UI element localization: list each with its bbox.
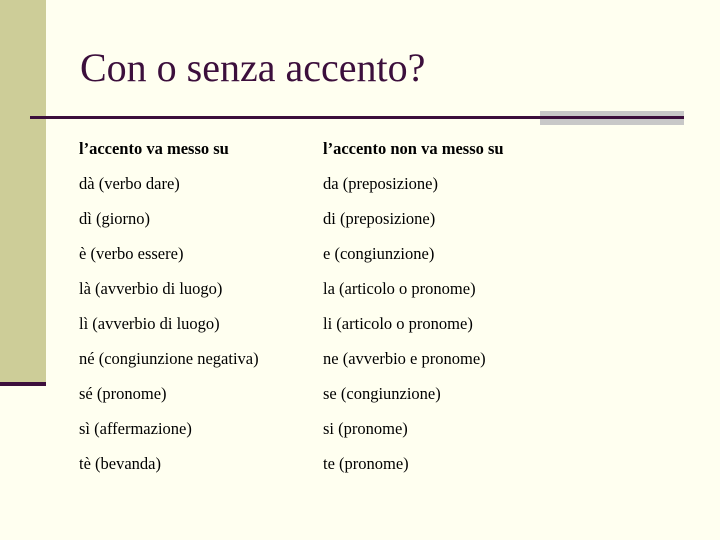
table-row bbox=[79, 411, 679, 446]
cell-with-accent: sì (affermazione) bbox=[79, 418, 192, 438]
cell-with-accent: lì (avverbio di luogo) bbox=[79, 313, 220, 333]
cell-with-accent: dà (verbo dare) bbox=[79, 173, 180, 193]
cell-without-accent: li (articolo o pronome) bbox=[323, 313, 473, 333]
slide-title: Con o senza accento? bbox=[80, 45, 426, 90]
cell-without-accent: la (articolo o pronome) bbox=[323, 278, 476, 298]
cell-without-accent: e (congiunzione) bbox=[323, 243, 435, 263]
table-row bbox=[79, 446, 679, 481]
sidebar-accent-line bbox=[0, 382, 46, 386]
cell-with-accent: sé (pronome) bbox=[79, 383, 167, 403]
sidebar-decoration bbox=[0, 0, 46, 384]
table-header-row bbox=[79, 131, 679, 166]
cell-with-accent: là (avverbio di luogo) bbox=[79, 278, 223, 298]
cell-with-accent: né (congiunzione negativa) bbox=[79, 348, 259, 368]
cell-with-accent: è (verbo essere) bbox=[79, 243, 184, 263]
cell-with-accent: tè (bevanda) bbox=[79, 453, 161, 473]
table-row bbox=[79, 201, 679, 236]
title-rule bbox=[30, 116, 540, 119]
header-without-accent: l’accento non va messo su bbox=[323, 138, 504, 158]
title-rule-end bbox=[540, 116, 684, 119]
table-row bbox=[79, 376, 679, 411]
header-with-accent: l’accento va messo su bbox=[79, 138, 229, 158]
cell-with-accent: dì (giorno) bbox=[79, 208, 151, 228]
table-row bbox=[79, 271, 679, 306]
table-row bbox=[79, 341, 679, 376]
cell-without-accent: se (congiunzione) bbox=[323, 383, 441, 403]
cell-without-accent: da (preposizione) bbox=[323, 173, 438, 193]
table-row bbox=[79, 306, 679, 341]
cell-without-accent: te (pronome) bbox=[323, 453, 409, 473]
table-row bbox=[79, 236, 679, 271]
accent-table bbox=[79, 131, 679, 481]
cell-without-accent: si (pronome) bbox=[323, 418, 408, 438]
cell-without-accent: ne (avverbio e pronome) bbox=[323, 348, 486, 368]
table-row bbox=[79, 166, 679, 201]
cell-without-accent: di (preposizione) bbox=[323, 208, 436, 228]
